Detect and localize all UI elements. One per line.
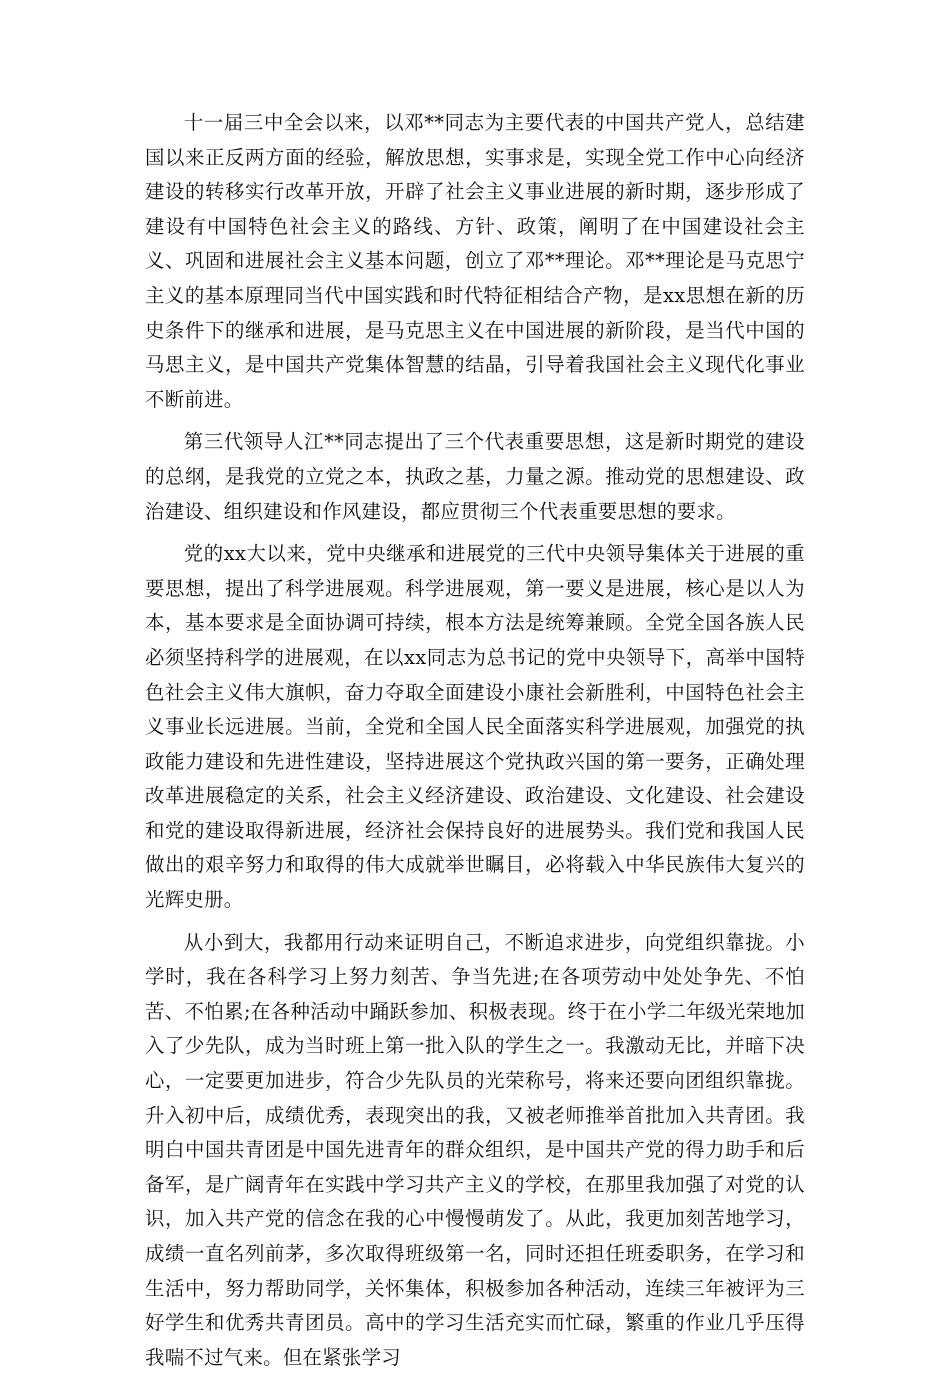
paragraph-1: 十一届三中全会以来，以邓**同志为主要代表的中国共产党人，总结建国以来正反两方面的经验，解放思想，实事求是，实现全党工作中心向经济建设的转移实行改革开放，开辟了社会主义事业进展的新时期，逐步形成了建设有中国特色社会主义的路线、方针、政策，阐明了在中国建设社会主义、巩固和进展社会主义基本问题，创立了邓**理论。邓**理论是马克思宁主义的基本原理同当代中国实践和时代特征相结合产物，是xx思想在新的历史条件下的继承和进展，是马克思主义在中国进展的新阶段，是当代中国的马思主义，是中国共产党集体智慧的结晶，引导着我国社会主义现代化事业不断前进。 — [145, 111, 805, 411]
document-body — [145, 106, 805, 1383]
paragraph-4: 从小到大，我都用行动来证明自己，不断追求进步，向党组织靠拢。小学时，我在各科学习上努力刻苦、争当先进;在各项劳动中处处争先、不怕苦、不怕累;在各种活动中踊跃参加、积极表现。终于在小学二年级光荣地加入了少先队，成为当时班上第一批入队的学生之一。我激动无比，并暗下决心，一定要更加进步，符合少先队员的光荣称号，将来还要向团组织靠拢。升入初中后，成绩优秀，表现突出的我，又被老师推举首批加入共青团。我明白中国共青团是中国先进青年的群众组织，是中国共产党的得力助手和后备军，是广阔青年在实践中学习共产主义的学校，在那里我加强了对党的认识，加入共产党的信念在我的心中慢慢萌发了。从此，我更加刻苦地学习，成绩一直名列前茅，多次取得班级第一名，同时还担任班委职务，在学习和生活中，努力帮助同学，关怀集体，积极参加各种活动，连续三年被评为三好学生和优秀共青团员。高中的学习生活充实而忙碌，繁重的作业几乎压得我喘不过气来。但在紧张学习 — [145, 930, 805, 1369]
paragraph-3: 党的xx大以来，党中央继承和进展党的三代中央领导集体关于进展的重要思想，提出了科学进展观。科学进展观，第一要义是进展，核心是以人为本，基本要求是全面协调可持续，根本方法是统筹兼顾。全党全国各族人民必须坚持科学的进展观，在以xx同志为总书记的党中央领导下，高举中国特色社会主义伟大旗帜，奋力夺取全面建设小康社会新胜利，中国特色社会主义事业长远进展。当前，全党和全国人民全面落实科学进展观，加强党的执政能力建设和先进性建设，坚持进展这个党执政兴国的第一要务，正确处理改革进展稳定的关系，社会主义经济建设、政治建设、文化建设、社会建设和党的建设取得新进展，经济社会保持良好的进展势头。我们党和我国人民做出的艰辛努力和取得的伟大成就举世瞩目，必将载入中华民族伟大复兴的光辉史册。 — [145, 542, 805, 912]
paragraph-2: 第三代领导人江**同志提出了三个代表重要思想，这是新时期党的建设的总纲，是我党的立党之本，执政之基，力量之源。推动党的思想建设、政治建设、组织建设和作风建设，都应贯彻三个代表重要思想的要求。 — [145, 430, 805, 523]
